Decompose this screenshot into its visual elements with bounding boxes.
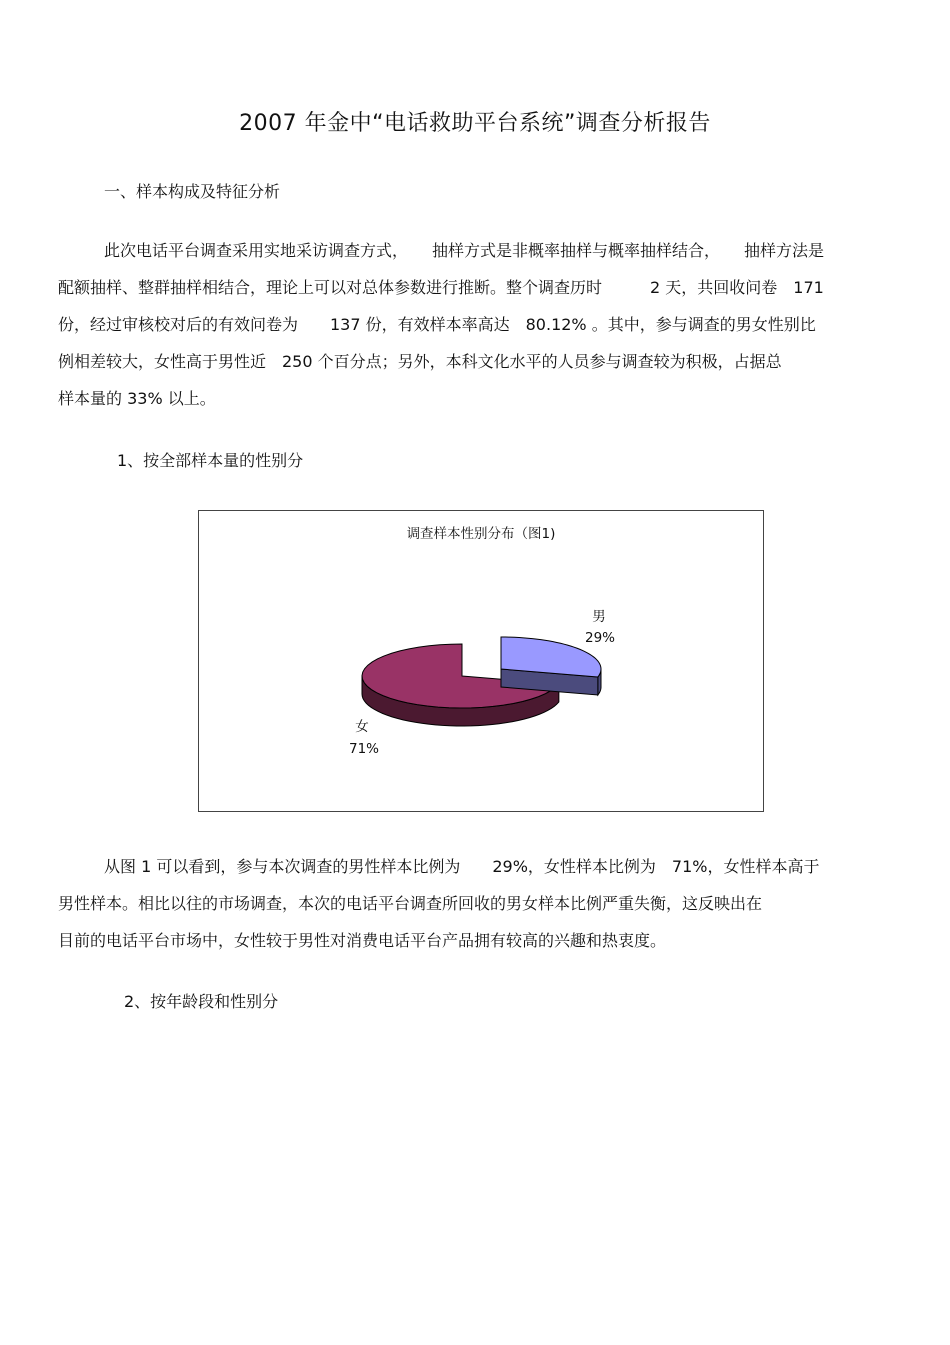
section-heading: 一、样本构成及特征分析: [104, 182, 281, 201]
slice-label-female: 女: [355, 719, 369, 735]
slice-value-female: 71%: [348, 741, 380, 757]
paragraph-line: 从图 1 可以看到，参与本次调查的男性样本比例为 29%，女性样本比例为 71%，女性样本高于: [104, 857, 820, 876]
paragraph-line: 份，经过审核校对后的有效问卷为 137 份，有效样本率高达 80.12% 。其中，参与调查的男女性别比: [58, 315, 816, 334]
report-title: 2007 年金中“电话救助平台系统”调查分析报告: [239, 111, 711, 136]
paragraph-line: 样本量的 33% 以上。: [58, 389, 216, 408]
analysis-paragraph: [58, 848, 908, 959]
paragraph-line: 男性样本。相比以往的市场调查，本次的电话平台调查所回收的男女样本比例严重失衡，这反映出在: [58, 894, 763, 913]
chart-canvas: [199, 511, 765, 813]
paragraph-line: 目前的电话平台市场中，女性较于男性对消费电话平台产品拥有较高的兴趣和热衷度。: [58, 931, 667, 950]
slice-label-male: 男: [592, 609, 606, 625]
gender-pie-chart: [198, 510, 764, 812]
paragraph-line: 配额抽样、整群抽样相结合，理论上可以对总体参数进行推断。整个调查历时 2 天，共回收问卷 171: [58, 278, 824, 297]
subsection-heading: 1、按全部样本量的性别分: [117, 451, 304, 470]
intro-paragraph: [58, 232, 908, 417]
paragraph-line: 此次电话平台调查采用实地采访调查方式， 抽样方式是非概率抽样与概率抽样结合， 抽样方法是: [104, 241, 825, 260]
chart-title: 调查样本性别分布（图1): [406, 526, 556, 542]
paragraph-line: 例相差较大，女性高于男性近 250 个百分点；另外，本科文化水平的人员参与调查较为积极，占据总: [58, 352, 782, 371]
slice-value-male: 29%: [584, 630, 616, 646]
subsection-heading: 2、按年龄段和性别分: [124, 992, 279, 1011]
